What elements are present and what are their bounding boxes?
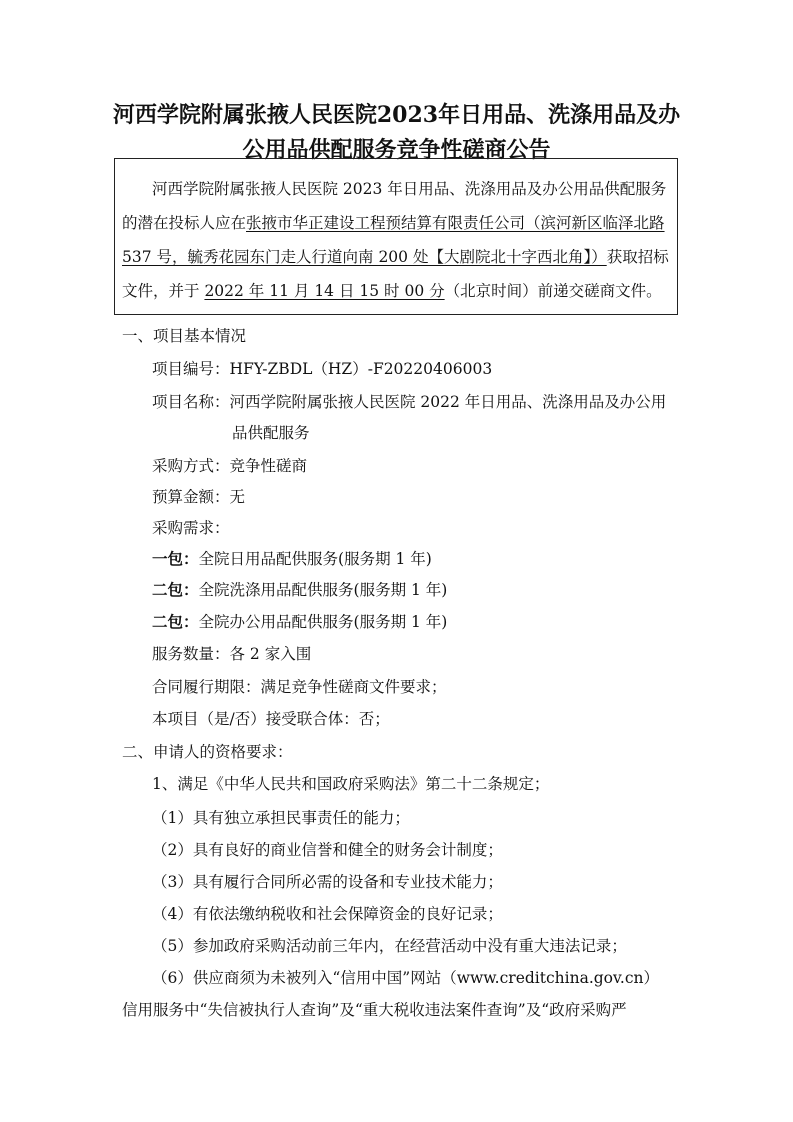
notice-line-4 <box>122 281 662 301</box>
condition-6-cont: 信用服务中“失信被执行人查询”及“重大税收违法案件查询”及“政府采购严 <box>122 1001 627 1019</box>
notice-line-3 <box>122 247 669 267</box>
package-2 <box>152 580 447 600</box>
notice-line-4-suffix: （北京时间）前递交磋商文件。 <box>444 282 662 300</box>
document-title-line-1: 河西学院附属张掖人民医院2023年日用品、洗涤用品及办 <box>112 102 681 128</box>
project-name-cont: 品供配服务 <box>232 424 310 442</box>
notice-line-2 <box>122 213 665 233</box>
agency-address: 张掖市华正建设工程预结算有限责任公司（滨河新区临泽北路 <box>246 214 665 232</box>
consortium: 本项目（是/否）接受联合体：否； <box>152 710 390 728</box>
package-2-text: 全院洗涤用品配供服务(服务期 1 年) <box>198 581 448 599</box>
project-name: 项目名称：河西学院附属张掖人民医院 2022 年日用品、洗涤用品及办公用 <box>152 393 667 411</box>
package-1 <box>152 549 432 569</box>
condition-1: （1）具有独立承担民事责任的能力； <box>152 809 410 827</box>
budget: 预算金额：无 <box>152 488 246 506</box>
deadline: 2022 年 11 月 14 日 15 时 00 分 <box>204 282 445 300</box>
service-quantity: 服务数量：各 2 家入围 <box>152 645 312 663</box>
document-title-line-2: 公用品供配服务竞争性磋商公告 <box>242 137 551 163</box>
requirements-label: 采购需求： <box>152 519 230 537</box>
section-1-heading: 一、项目基本情况 <box>122 327 247 345</box>
package-3-text: 全院办公用品配供服务(服务期 1 年) <box>198 613 448 631</box>
agency-address-cont: 537 号，毓秀花园东门走人行道向南 200 处【大剧院北十字西北角】） <box>122 248 607 266</box>
condition-3: （3）具有履行合同所必需的设备和专业技术能力； <box>152 873 503 891</box>
notice-line-1: 河西学院附属张掖人民医院 2023 年日用品、洗涤用品及办公用品供配服务 <box>152 180 667 198</box>
section-2-heading: 二、申请人的资格要求： <box>122 743 293 761</box>
project-number: 项目编号：HFY-ZBDL（HZ）-F20220406003 <box>152 360 493 378</box>
condition-6: （6）供应商须为未被列入“信用中国”网站（www.creditchina.gov.cn） <box>152 969 660 987</box>
package-1-text: 全院日用品配供服务(服务期 1 年) <box>198 550 432 568</box>
procurement-method: 采购方式：竞争性磋商 <box>152 457 308 475</box>
package-3-label: 二包： <box>152 612 199 631</box>
notice-line-3-suffix: 获取招标 <box>606 248 669 266</box>
qualification-1: 1、满足《中华人民共和国政府采购法》第二十二条规定； <box>152 775 550 793</box>
package-3 <box>152 612 447 632</box>
condition-4: （4）有依法缴纳税收和社会保障资金的良好记录； <box>152 905 503 923</box>
notice-line-2-prefix: 的潜在投标人应在 <box>122 214 247 232</box>
condition-2: （2）具有良好的商业信誉和健全的财务会计制度； <box>152 841 503 859</box>
package-2-label: 二包： <box>152 580 199 599</box>
notice-line-4-prefix: 文件，并于 <box>122 282 205 300</box>
condition-5: （5）参加政府采购活动前三年内，在经营活动中没有重大违法记录； <box>152 937 627 955</box>
contract-term: 合同履行期限：满足竞争性磋商文件要求； <box>152 678 447 696</box>
package-1-label: 一包： <box>152 549 199 568</box>
